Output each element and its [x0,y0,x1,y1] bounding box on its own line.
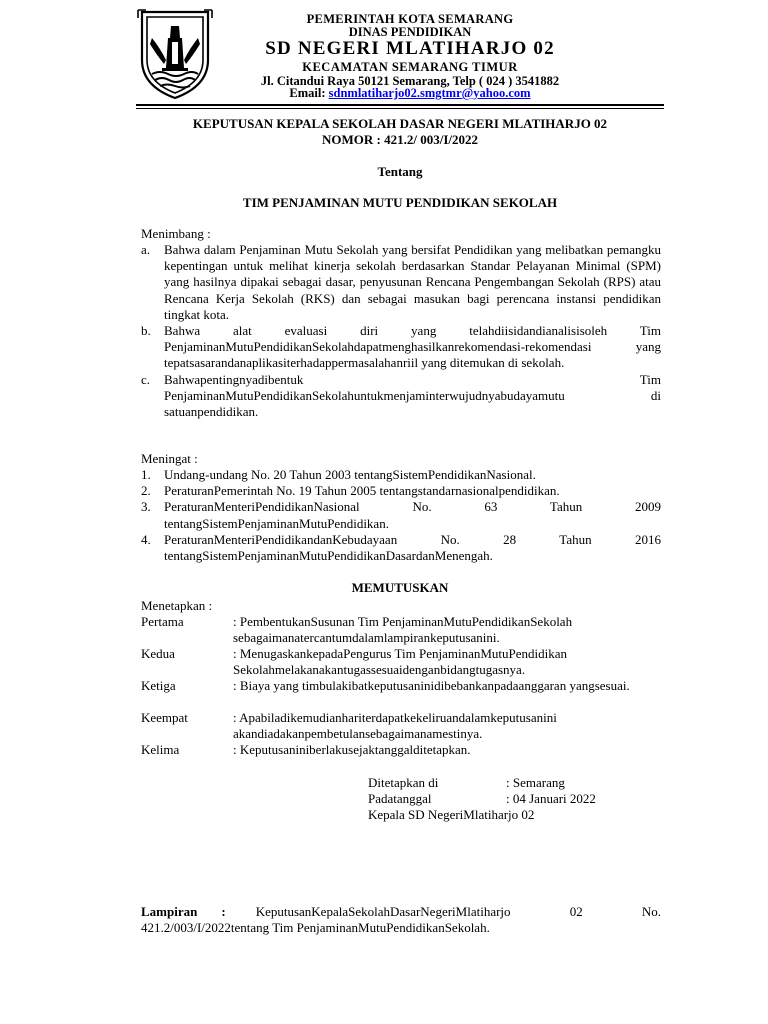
menimbang-label: Menimbang : [141,226,211,241]
decision-row-kedua [141,646,661,678]
list-item [141,499,661,531]
decision-row-kelima [141,742,661,758]
lampiran-text: KeputusanKepalaSekolahDasarNegeriMlatiharjo 02 No. 421.2/003/I/2022tentang Tim PenjaminanMutuPendidikanSekolah. [141,904,661,936]
mengingat-label: Meningat : [141,451,198,466]
signature-official: Kepala SD NegeriMlatiharjo 02 [368,807,535,822]
decree-about: Tentang [377,164,423,179]
district-name: KECAMATAN SEMARANG TIMUR [302,60,518,74]
lampiran [141,904,661,936]
list-item [141,323,661,372]
menetapkan-label: Menetapkan : [141,598,213,613]
decision-value: : Apabiladikemudianhariterdapatkekeliruandalamkeputusanini akandiadakanpembetulansebagaimanamestinya. [233,710,557,742]
item-text: Undang-undang No. 20 Tahun 2003 tentangSistemPendidikanNasional. [164,467,536,482]
item-number: 2. [141,483,151,499]
email-link[interactable]: sdnmlatiharjo02.smgtmr@yahoo.com [328,86,531,100]
decree-subject: TIM PENJAMINAN MUTU PENDIDIKAN SEKOLAH [242,195,558,210]
item-text: PeraturanPemerintah No. 19 Tahun 2005 tentangstandarnasionalpendidikan. [164,483,560,499]
letterhead-rule-thick [136,104,664,106]
item-number: b. [141,323,151,339]
lampiran-separator: : [221,904,226,919]
agency-name: DINAS PENDIDIKAN [348,25,472,39]
school-address: Jl. Citandui Raya 50121 Semarang, Telp ( 024 ) 3541882 [260,74,560,88]
email-label: Email: [289,86,329,100]
lampiran-label: Lampiran [141,904,198,919]
signature-date-value: : 04 Januari 2022 [506,791,596,806]
signature-date-label: Padatanggal [368,791,432,806]
item-text: PeraturanMenteriPendidikanNasional No. 63 Tahun 2009 tentangSistemPenjaminanMutuPendidikan. [164,499,661,531]
list-item [141,467,661,483]
item-text: Bahwa dalam Penjaminan Mutu Sekolah yang bersifat Pendidikan yang melibatkan pemangku kepentingan untuk melihat kinerja sekolah berdasarkan Standar Pelayanan Minimal (SPM) yang hasilnya dipakai sebagai dasar, penyusunan Rencana Pengembangan Sekolah (RPS) atau Rencana Kerja Sekolah (RKS) dan sebagai masukan bagi perencana instansi pendidikan tingkat kota. [164,242,661,322]
signature-date [368,791,596,807]
decision-row-keempat [141,710,661,742]
item-number: 1. [141,467,151,482]
mengingat-list [141,467,661,564]
signature-place-value: : Semarang [506,775,565,790]
item-number: c. [141,371,151,387]
decision-key: Kedua [141,646,175,661]
menimbang-list [141,242,661,420]
decree-number: NOMOR : 421.2/ 003/I/2022 [322,132,478,147]
decision-row-pertama [141,614,661,646]
decision-key: Pertama [141,614,184,629]
decision-key: Kelima [141,742,180,757]
signature-place-label: Ditetapkan di [368,775,439,790]
decree-heading: KEPUTUSAN KEPALA SEKOLAH DASAR NEGERI MLATIHARJO 02 [192,116,608,131]
list-item [141,372,661,421]
decision-value: : Keputusaniniberlakusejaktanggalditetapkan. [233,742,471,757]
item-number: 3. [141,499,151,515]
school-name: SD NEGERI MLATIHARJO 02 [265,38,555,59]
item-text: Bahwapentingnyadibentuk Tim PenjaminanMutuPendidikanSekolahuntukmenjaminterwujudnyabudayamutu di satuanpendidikan. [164,371,661,420]
memutuskan-heading: MEMUTUSKAN [351,580,449,595]
email-line [220,86,600,101]
government-name: PEMERINTAH KOTA SEMARANG [306,12,514,26]
decision-key: Ketiga [141,678,176,693]
city-coat-of-arms-icon [136,8,214,100]
letterhead-rule-thin [136,108,664,109]
item-number: a. [141,242,151,257]
item-text: Bahwa alat evaluasi diri yang telahdiisidandianalisisoleh Tim PenjaminanMutuPendidikanSekolahdapatmenghasilkanrekomendasi-rekomendasi yang tepatsasarandanaplikasiterhadappermasalahanriil yang ditemukan di sekolah. [164,323,661,371]
decision-value: : PembentukanSusunan Tim PenjaminanMutuPendidikanSekolah sebagaimanatercantumdalamlampirankeputusanini. [233,614,573,646]
list-item [141,242,661,323]
decision-value: : Biaya yang timbulakibatkeputusaninidibebankanpadaanggaran yangsesuai. [233,678,630,693]
decision-value: : MenugaskankepadaPengurus Tim PenjaminanMutuPendidikan Sekolahmelakanakantugassesuaidenganbidangtugasnya. [233,646,568,678]
decision-row-ketiga [141,678,661,694]
decision-key: Keempat [141,710,188,725]
signature-place [368,775,565,791]
item-text: PeraturanMenteriPendidikandanKebudayaan No. 28 Tahun 2016 tentangSistemPenjaminanMutuPendidikanDasardanMenengah. [164,531,661,564]
item-number: 4. [141,531,151,547]
list-item [141,532,661,564]
list-item [141,483,661,499]
